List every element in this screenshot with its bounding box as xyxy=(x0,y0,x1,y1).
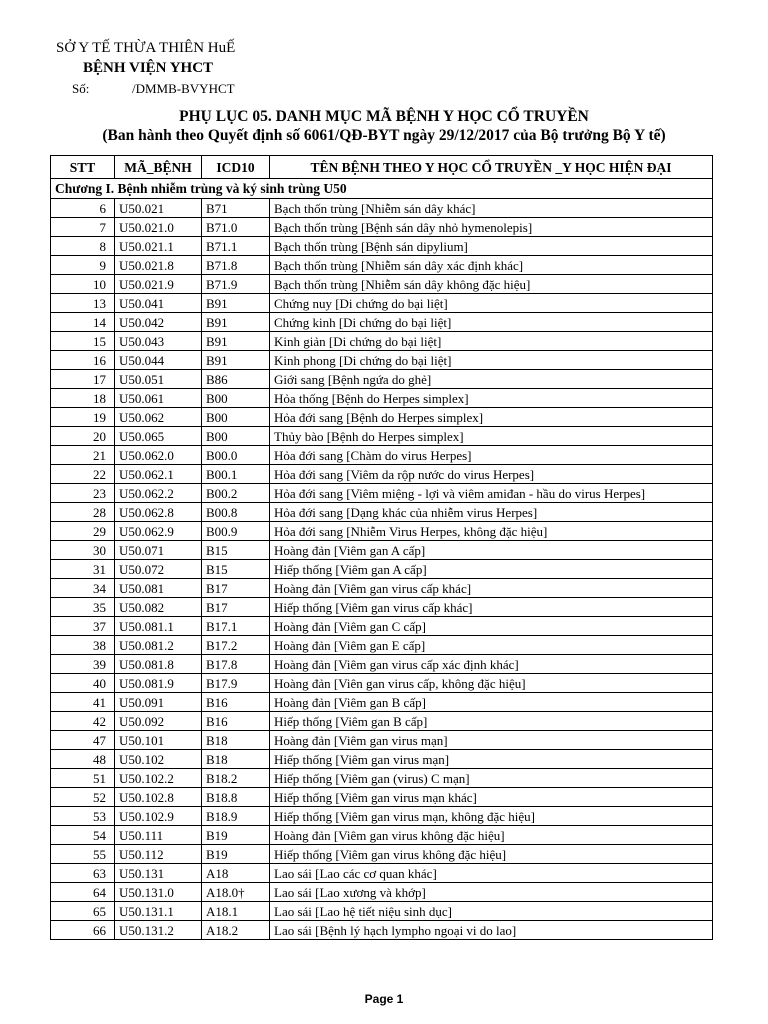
cell-icd10: B71.8 xyxy=(202,256,270,275)
cell-icd10: B71.9 xyxy=(202,275,270,294)
cell-stt: 66 xyxy=(51,921,115,940)
cell-icd10: B19 xyxy=(202,826,270,845)
cell-stt: 40 xyxy=(51,674,115,693)
cell-disease-name: Hoàng đản [Viên gan virus cấp, không đặc hiệu] xyxy=(270,674,713,693)
document-number-value: /DMMB-BVYHCT xyxy=(132,81,235,96)
cell-icd10: B16 xyxy=(202,712,270,731)
section-title: Chương I. Bệnh nhiễm trùng và ký sinh trùng U50 xyxy=(51,179,713,199)
page-subtitle: (Ban hành theo Quyết định số 6061/QĐ-BYT ngày 29/12/2017 của Bộ trưởng Bộ Y tế) xyxy=(102,127,666,144)
cell-stt: 18 xyxy=(51,389,115,408)
cell-stt: 55 xyxy=(51,845,115,864)
cell-icd10: B00.8 xyxy=(202,503,270,522)
table-row xyxy=(51,788,713,807)
cell-disease-code: U50.021.0 xyxy=(115,218,202,237)
cell-disease-code: U50.131.0 xyxy=(115,883,202,902)
cell-disease-name: Hỏa đới sang [Viêm miệng - lợi và viêm amiđan - hầu do virus Herpes] xyxy=(270,484,713,503)
table-row xyxy=(51,560,713,579)
cell-disease-name: Hiếp thống [Viêm gan virus cấp khác] xyxy=(270,598,713,617)
cell-stt: 16 xyxy=(51,351,115,370)
cell-disease-name: Hoàng đản [Viêm gan virus cấp khác] xyxy=(270,579,713,598)
cell-disease-name: Hiếp thống [Viêm gan A cấp] xyxy=(270,560,713,579)
cell-stt: 35 xyxy=(51,598,115,617)
cell-icd10: B00.0 xyxy=(202,446,270,465)
cell-disease-name: Bạch thốn trùng [Nhiễm sán dây xác định khác] xyxy=(270,256,713,275)
cell-icd10: A18.2 xyxy=(202,921,270,940)
table-row xyxy=(51,237,713,256)
cell-disease-name: Hỏa đới sang [Bệnh do Herpes simplex] xyxy=(270,408,713,427)
cell-disease-code: U50.042 xyxy=(115,313,202,332)
cell-disease-name: Hỏa đới sang [Dạng khác của nhiễm virus Herpes] xyxy=(270,503,713,522)
cell-disease-name: Lao sái [Bệnh lý hạch lympho ngoại vi do lao] xyxy=(270,921,713,940)
table-row xyxy=(51,522,713,541)
cell-disease-name: Hoàng đản [Viêm gan C cấp] xyxy=(270,617,713,636)
cell-disease-code: U50.071 xyxy=(115,541,202,560)
cell-stt: 6 xyxy=(51,199,115,218)
cell-disease-code: U50.081.8 xyxy=(115,655,202,674)
cell-stt: 22 xyxy=(51,465,115,484)
cell-disease-code: U50.091 xyxy=(115,693,202,712)
cell-icd10: B17.1 xyxy=(202,617,270,636)
cell-stt: 51 xyxy=(51,769,115,788)
cell-icd10: A18.1 xyxy=(202,902,270,921)
cell-disease-code: U50.131 xyxy=(115,864,202,883)
table-row xyxy=(51,446,713,465)
cell-stt: 23 xyxy=(51,484,115,503)
header-disease-code: MÃ_BỆNH xyxy=(115,156,202,179)
cell-icd10: B00 xyxy=(202,408,270,427)
cell-stt: 9 xyxy=(51,256,115,275)
table-row xyxy=(51,294,713,313)
cell-stt: 14 xyxy=(51,313,115,332)
cell-icd10: B17.9 xyxy=(202,674,270,693)
cell-disease-name: Chứng nuy [Di chứng do bại liệt] xyxy=(270,294,713,313)
cell-disease-name: Bạch thốn trùng [Nhiễm sán dây không đặc hiệu] xyxy=(270,275,713,294)
table-row xyxy=(51,731,713,750)
department-name: SỞ Y TẾ THỪA THIÊN HuẾ xyxy=(56,40,236,56)
table-row xyxy=(51,332,713,351)
table-row xyxy=(51,807,713,826)
table-row xyxy=(51,712,713,731)
cell-stt: 28 xyxy=(51,503,115,522)
disease-code-table xyxy=(50,155,713,940)
page-title: PHỤ LỤC 05. DANH MỤC MÃ BỆNH Y HỌC CỔ TRUYỀN xyxy=(179,108,589,125)
table-row xyxy=(51,199,713,218)
cell-disease-code: U50.062.1 xyxy=(115,465,202,484)
table-row xyxy=(51,674,713,693)
cell-disease-code: U50.102 xyxy=(115,750,202,769)
cell-icd10: B19 xyxy=(202,845,270,864)
cell-disease-name: Hỏa đới sang [Viêm da rộp nước do virus Herpes] xyxy=(270,465,713,484)
cell-icd10: B18 xyxy=(202,731,270,750)
document-number-label: Số: xyxy=(72,81,90,96)
cell-stt: 37 xyxy=(51,617,115,636)
section-row xyxy=(51,179,713,199)
table-row xyxy=(51,864,713,883)
cell-stt: 64 xyxy=(51,883,115,902)
cell-stt: 53 xyxy=(51,807,115,826)
table-row xyxy=(51,655,713,674)
cell-disease-name: Chứng kinh [Di chứng do bại liệt] xyxy=(270,313,713,332)
cell-icd10: B71.1 xyxy=(202,237,270,256)
header-icd10: ICD10 xyxy=(202,156,270,179)
document-number xyxy=(72,81,235,97)
table-row xyxy=(51,769,713,788)
cell-stt: 30 xyxy=(51,541,115,560)
cell-disease-name: Bạch thốn trùng [Bệnh sán dipylium] xyxy=(270,237,713,256)
cell-disease-code: U50.021.8 xyxy=(115,256,202,275)
cell-icd10: B16 xyxy=(202,693,270,712)
cell-disease-code: U50.081 xyxy=(115,579,202,598)
cell-stt: 63 xyxy=(51,864,115,883)
cell-disease-name: Hoàng đản [Viêm gan E cấp] xyxy=(270,636,713,655)
table-row xyxy=(51,921,713,940)
cell-icd10: B17 xyxy=(202,579,270,598)
cell-stt: 29 xyxy=(51,522,115,541)
cell-stt: 48 xyxy=(51,750,115,769)
cell-disease-name: Kinh giản [Di chứng do bại liệt] xyxy=(270,332,713,351)
cell-disease-code: U50.051 xyxy=(115,370,202,389)
cell-disease-code: U50.062.2 xyxy=(115,484,202,503)
cell-disease-name: Hoàng đản [Viêm gan B cấp] xyxy=(270,693,713,712)
cell-stt: 19 xyxy=(51,408,115,427)
table-row xyxy=(51,617,713,636)
cell-stt: 15 xyxy=(51,332,115,351)
cell-icd10: B00.2 xyxy=(202,484,270,503)
cell-icd10: B17 xyxy=(202,598,270,617)
cell-icd10: A18 xyxy=(202,864,270,883)
cell-disease-code: U50.062.8 xyxy=(115,503,202,522)
table-row xyxy=(51,693,713,712)
cell-disease-code: U50.044 xyxy=(115,351,202,370)
cell-icd10: B91 xyxy=(202,313,270,332)
cell-disease-name: Hoàng đản [Viêm gan virus không đặc hiệu] xyxy=(270,826,713,845)
page-number: Page 1 xyxy=(364,992,404,1006)
header-disease-name: TÊN BỆNH THEO Y HỌC CỔ TRUYỀN _Y HỌC HIỆN ĐẠI xyxy=(270,156,713,179)
table-row xyxy=(51,370,713,389)
cell-icd10: B00 xyxy=(202,427,270,446)
cell-disease-code: U50.021.1 xyxy=(115,237,202,256)
cell-disease-code: U50.062 xyxy=(115,408,202,427)
cell-disease-name: Lao sái [Lao các cơ quan khác] xyxy=(270,864,713,883)
cell-disease-code: U50.081.2 xyxy=(115,636,202,655)
cell-disease-code: U50.092 xyxy=(115,712,202,731)
cell-disease-name: Hiếp thống [Viêm gan B cấp] xyxy=(270,712,713,731)
cell-disease-name: Giới sang [Bệnh ngứa do ghẻ] xyxy=(270,370,713,389)
cell-stt: 21 xyxy=(51,446,115,465)
table-row xyxy=(51,408,713,427)
table-row xyxy=(51,427,713,446)
table-row xyxy=(51,218,713,237)
cell-stt: 39 xyxy=(51,655,115,674)
cell-disease-name: Hoàng đản [Viêm gan virus mạn] xyxy=(270,731,713,750)
cell-disease-name: Kinh phong [Di chứng do bại liệt] xyxy=(270,351,713,370)
table-header-row xyxy=(51,156,713,179)
cell-disease-code: U50.043 xyxy=(115,332,202,351)
cell-icd10: B91 xyxy=(202,294,270,313)
table-row xyxy=(51,313,713,332)
cell-disease-name: Bạch thốn trùng [Nhiễm sán dây khác] xyxy=(270,199,713,218)
cell-icd10: B71.0 xyxy=(202,218,270,237)
cell-stt: 34 xyxy=(51,579,115,598)
cell-disease-code: U50.062.0 xyxy=(115,446,202,465)
cell-disease-code: U50.081.9 xyxy=(115,674,202,693)
cell-disease-code: U50.102.8 xyxy=(115,788,202,807)
cell-disease-name: Hỏa đới sang [Nhiễm Virus Herpes, không đặc hiệu] xyxy=(270,522,713,541)
table-row xyxy=(51,503,713,522)
cell-disease-name: Hiếp thống [Viêm gan virus không đặc hiệu] xyxy=(270,845,713,864)
cell-icd10: B15 xyxy=(202,560,270,579)
cell-icd10: B86 xyxy=(202,370,270,389)
cell-icd10: B91 xyxy=(202,351,270,370)
cell-stt: 20 xyxy=(51,427,115,446)
table-row xyxy=(51,579,713,598)
table-row xyxy=(51,541,713,560)
table-row xyxy=(51,598,713,617)
header-stt: STT xyxy=(51,156,115,179)
cell-icd10: B15 xyxy=(202,541,270,560)
cell-icd10: B17.8 xyxy=(202,655,270,674)
cell-disease-code: U50.072 xyxy=(115,560,202,579)
cell-icd10: B18.9 xyxy=(202,807,270,826)
cell-icd10: B00.9 xyxy=(202,522,270,541)
cell-disease-code: U50.061 xyxy=(115,389,202,408)
cell-stt: 47 xyxy=(51,731,115,750)
cell-icd10: B71 xyxy=(202,199,270,218)
cell-icd10: B18.2 xyxy=(202,769,270,788)
cell-disease-code: U50.062.9 xyxy=(115,522,202,541)
table-row xyxy=(51,275,713,294)
cell-disease-name: Bạch thốn trùng [Bệnh sán dây nhỏ hymenolepis] xyxy=(270,218,713,237)
table-row xyxy=(51,636,713,655)
cell-disease-code: U50.131.1 xyxy=(115,902,202,921)
cell-disease-code: U50.111 xyxy=(115,826,202,845)
cell-disease-name: Lao sái [Lao hệ tiết niệu sinh dục] xyxy=(270,902,713,921)
cell-disease-name: Hỏa thống [Bệnh do Herpes simplex] xyxy=(270,389,713,408)
cell-icd10: B00.1 xyxy=(202,465,270,484)
cell-disease-name: Hoàng đản [Viêm gan A cấp] xyxy=(270,541,713,560)
cell-disease-code: U50.101 xyxy=(115,731,202,750)
cell-disease-name: Thủy bào [Bệnh do Herpes simplex] xyxy=(270,427,713,446)
cell-stt: 38 xyxy=(51,636,115,655)
cell-stt: 54 xyxy=(51,826,115,845)
cell-icd10: B18 xyxy=(202,750,270,769)
table-row xyxy=(51,826,713,845)
cell-icd10: A18.0† xyxy=(202,883,270,902)
cell-stt: 7 xyxy=(51,218,115,237)
hospital-name: BỆNH VIỆN YHCT xyxy=(83,60,214,76)
cell-disease-code: U50.021 xyxy=(115,199,202,218)
cell-stt: 13 xyxy=(51,294,115,313)
table-row xyxy=(51,256,713,275)
table-row xyxy=(51,351,713,370)
cell-icd10: B91 xyxy=(202,332,270,351)
cell-disease-code: U50.131.2 xyxy=(115,921,202,940)
cell-disease-code: U50.112 xyxy=(115,845,202,864)
cell-stt: 8 xyxy=(51,237,115,256)
cell-disease-code: U50.081.1 xyxy=(115,617,202,636)
cell-disease-name: Hoàng đản [Viêm gan virus cấp xác định khác] xyxy=(270,655,713,674)
cell-disease-code: U50.082 xyxy=(115,598,202,617)
cell-disease-name: Lao sái [Lao xương và khớp] xyxy=(270,883,713,902)
cell-icd10: B18.8 xyxy=(202,788,270,807)
cell-stt: 17 xyxy=(51,370,115,389)
table-row xyxy=(51,389,713,408)
cell-icd10: B17.2 xyxy=(202,636,270,655)
cell-stt: 10 xyxy=(51,275,115,294)
cell-disease-code: U50.102.9 xyxy=(115,807,202,826)
cell-disease-name: Hiếp thống [Viêm gan virus mạn] xyxy=(270,750,713,769)
cell-disease-code: U50.102.2 xyxy=(115,769,202,788)
cell-disease-name: Hiếp thống [Viêm gan (virus) C mạn] xyxy=(270,769,713,788)
cell-disease-code: U50.041 xyxy=(115,294,202,313)
table-row xyxy=(51,883,713,902)
table-row xyxy=(51,902,713,921)
cell-disease-code: U50.065 xyxy=(115,427,202,446)
table-row xyxy=(51,845,713,864)
table-row xyxy=(51,484,713,503)
cell-stt: 31 xyxy=(51,560,115,579)
cell-disease-name: Hiếp thống [Viêm gan virus mạn, không đặc hiệu] xyxy=(270,807,713,826)
cell-disease-code: U50.021.9 xyxy=(115,275,202,294)
cell-stt: 52 xyxy=(51,788,115,807)
cell-disease-name: Hỏa đới sang [Chàm do virus Herpes] xyxy=(270,446,713,465)
cell-stt: 42 xyxy=(51,712,115,731)
cell-disease-name: Hiếp thống [Viêm gan virus mạn khác] xyxy=(270,788,713,807)
cell-stt: 41 xyxy=(51,693,115,712)
cell-icd10: B00 xyxy=(202,389,270,408)
table-row xyxy=(51,465,713,484)
cell-stt: 65 xyxy=(51,902,115,921)
table-row xyxy=(51,750,713,769)
table-body xyxy=(51,179,713,940)
